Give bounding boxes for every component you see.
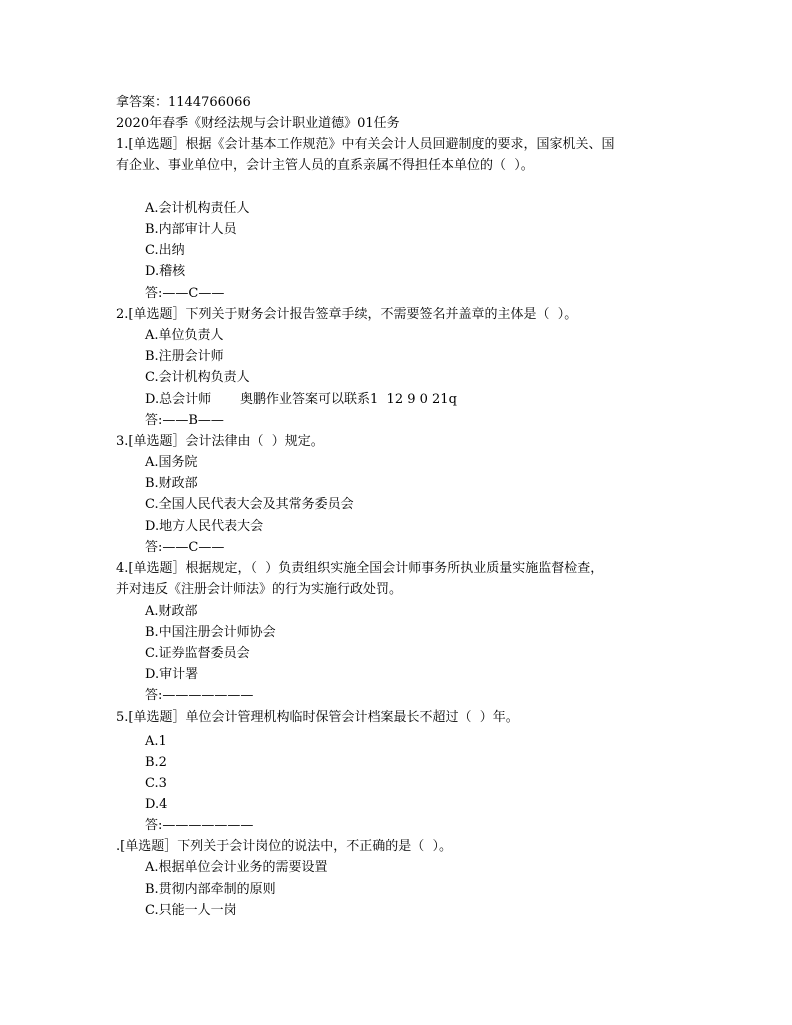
question-2-option-b: B.注册会计师 [145, 349, 224, 364]
question-4-text-line-1: 4.[单选题］根据规定，（ ）负责组织实施全国会计师事务所执业质量实施监督检查， [116, 561, 604, 576]
question-1-option-c: C.出纳 [145, 243, 185, 258]
question-1-text-line-1: 1.[单选题］根据《会计基本工作规范》中有关会计人员回避制度的要求，国家机关、国 [116, 137, 615, 152]
question-5-option-b: B.2 [145, 755, 167, 770]
question-1-answer: 答:——C—— [145, 286, 225, 301]
question-4-option-b: B.中国注册会计师协会 [145, 625, 276, 640]
question-2-option-a: A.单位负责人 [145, 328, 224, 343]
question-5-answer: 答:——————— [145, 818, 254, 833]
question-6-text: .[单选题］下列关于会计岗位的说法中，不正确的是（ ）。 [116, 839, 452, 854]
question-3-answer: 答:——C—— [145, 540, 225, 555]
document-title: 2020年春季《财经法规与会计职业道德》01任务 [116, 116, 400, 131]
question-5-option-a: A.1 [145, 734, 167, 749]
question-1-option-a: A.会计机构责任人 [145, 201, 250, 216]
question-2-option-d: D.总会计师 奥鹏作业答案可以联系1 12 9 0 21q [145, 392, 457, 407]
question-4-option-a: A.财政部 [145, 604, 198, 619]
question-6-option-a: A.根据单位会计业务的需要设置 [145, 860, 328, 875]
question-5-option-d: D.4 [145, 797, 168, 812]
question-3-option-d: D.地方人民代表大会 [145, 519, 264, 534]
question-6-option-b: B.贯彻内部牵制的原则 [145, 882, 276, 897]
question-2-text: 2.[单选题］下列关于财务会计报告签章手续，不需要签名并盖章的主体是（ ）。 [116, 307, 578, 322]
question-5-text: 5.[单选题］单位会计管理机构临时保管会计档案最长不超过（ ）年。 [116, 710, 519, 725]
question-3-option-b: B.财政部 [145, 476, 198, 491]
question-4-option-c: C.证券监督委员会 [145, 646, 250, 661]
question-6-option-c: C.只能一人一岗 [145, 903, 237, 918]
question-1-option-d: D.稽核 [145, 264, 186, 279]
question-3-option-a: A.国务院 [145, 455, 198, 470]
question-4-text-line-2: 并对违反《注册会计师法》的行为实施行政处罚。 [116, 582, 403, 597]
question-2-answer: 答:——B—— [145, 413, 224, 428]
answer-contact: 拿答案：1144766066 [116, 95, 251, 110]
question-1-text-line-2: 有企业、事业单位中，会计主管人员的直系亲属不得担任本单位的（ ）。 [116, 158, 534, 173]
question-3-option-c: C.全国人民代表大会及其常务委员会 [145, 497, 354, 512]
question-2-option-c: C.会计机构负责人 [145, 370, 250, 385]
question-5-option-c: C.3 [145, 776, 167, 791]
question-4-option-d: D.审计署 [145, 667, 199, 682]
question-4-answer: 答:——————— [145, 688, 254, 703]
question-1-option-b: B.内部审计人员 [145, 222, 237, 237]
question-3-text: 3.[单选题］会计法律由（ ）规定。 [116, 434, 324, 449]
